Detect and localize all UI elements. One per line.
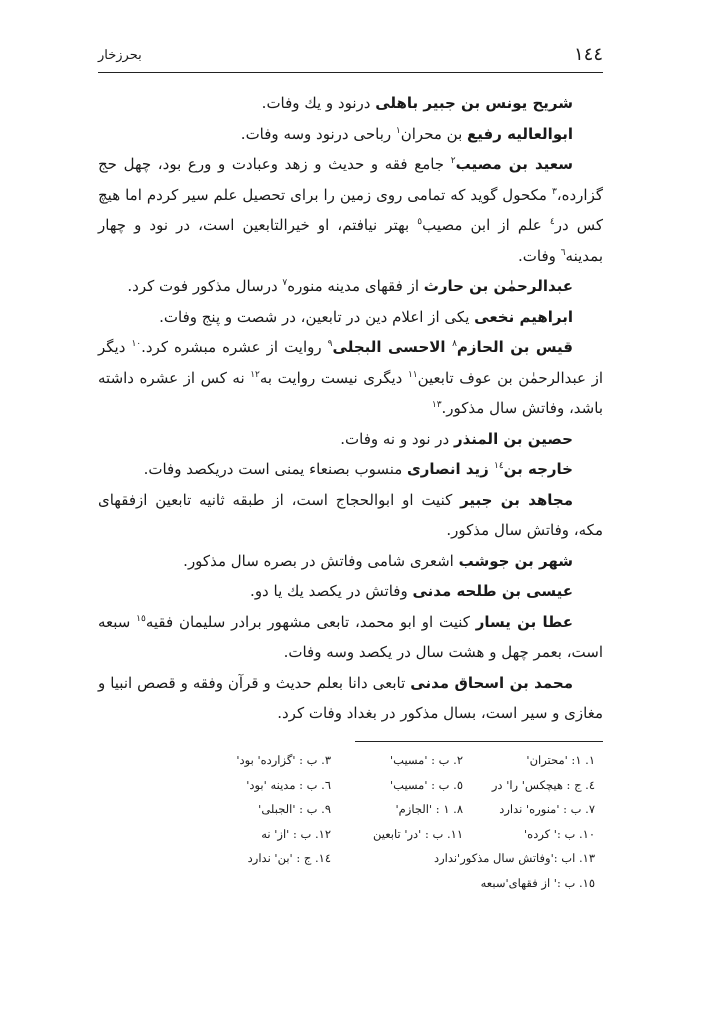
person-name-part: الاحسی البجلی: [332, 338, 453, 356]
person-name: ابوالعالیه رفیع: [467, 124, 573, 143]
footnote-ref: ١٥: [136, 613, 146, 624]
footnote-row: [180, 797, 595, 822]
footnote: ٣. ب : 'گزارده' بود': [236, 753, 331, 767]
footnote: ١٣. اب :'وفاتش سال مذکور'ندارد: [433, 851, 595, 865]
paragraph: سعید بن مصیب$^٢$ جامع فقه و حدیث و زهد وعبادت و ورع بود، چهل حج گزارده،$^٣$ مکحول گوید که تمامی روی زمین را برای تحصیل علم سیر کردم اما هیچ کس در$^٤$ علم از ابن مصیب$^٥$ بهتر نیافتم، او خیرالتابعین است، در نود و چهار بمدینه$^٦$ وفات.: [98, 155, 603, 265]
main-text: [98, 88, 603, 729]
footnote-row: [180, 846, 595, 871]
footnote-divider: [355, 741, 603, 742]
footnote: ٤. ج : هیچکس' را' در: [491, 777, 595, 792]
paragraph: عبدالرحمٰن بن حارث از فقهای مدینه منوره$^٧$ درسال مذکور فوت کرد.: [127, 277, 573, 295]
footnote-ref: ١٢: [250, 369, 260, 380]
running-title: بحرزخار: [98, 48, 142, 63]
paragraph: محمد بن اسحاق مدنی تابعی دانا بعلم حدیث و قرآن وفقه و قصص انبیا و مغازی و سیر است، بسال مذکور در بغداد وفات کرد.: [98, 673, 603, 722]
person-name: قیس بن الحازم: [456, 338, 574, 356]
paragraph: عیسی بن طلحه مدنی وفاتش در یکصد یك یا دو.: [250, 582, 573, 600]
footnote: ١١. ب : 'در' تابعین: [372, 826, 463, 841]
person-name: سعید بن مصیب: [455, 155, 573, 173]
person-name: عبدالرحمٰن بن حارث: [423, 277, 573, 295]
footnote-ref: ١: [395, 125, 401, 136]
footnote: ١٤. ج : 'بن' ندارد: [247, 851, 331, 865]
footnote-ref: ١٣: [431, 400, 442, 410]
footnote: ١٢. ب : 'از' نه: [261, 826, 331, 841]
paragraph: شریح یونس بن جبیر باهلی درنود و یك وفات.: [261, 94, 573, 112]
footnote-row: [180, 871, 595, 896]
paragraph: ابراهیم نخعی یکی از اعلام دین در تابعین، در شصت و پنج وفات.: [159, 307, 573, 326]
footnote: ٢. ب : 'مسیب': [389, 753, 463, 767]
paragraph: ابوالعالیه رفیع بن محران$^١$ رباحی درنود وسه وفات.: [240, 124, 573, 143]
footnote: ١٠. ب :' کرده': [524, 826, 595, 841]
paragraph: شهر بن جوشب اشعری شامی وفاتش در بصره سال مذکور.: [183, 551, 573, 570]
person-name-part: زید انصاری: [407, 460, 494, 478]
footnote-ref: ١١: [407, 369, 418, 380]
footnote: ٨. ١ : 'الجازم': [395, 802, 463, 816]
person-name: خارجه بن: [503, 460, 573, 478]
footnote-ref: ٩: [327, 339, 333, 349]
person-name: حصین بن المنذر: [453, 429, 573, 448]
footnote: ٥. ب : 'مسیب': [389, 777, 463, 792]
footnote-row: [180, 748, 595, 773]
footnotes: [180, 748, 595, 895]
page-header: [98, 42, 603, 73]
footnote-ref: ٧: [282, 278, 288, 288]
footnote-ref: ٨: [452, 339, 457, 349]
footnote: ٧. ب : 'منوره' ندارد: [499, 802, 595, 816]
paragraph: حصین بن المنذر در نود و نه وفات.: [340, 429, 573, 448]
footnote: ٩. ب : 'الجبلی': [258, 802, 331, 816]
footnote-ref: ٣: [551, 186, 557, 197]
person-name: شهر بن جوشب: [458, 551, 573, 570]
footnote: ١. ١: 'محتران': [526, 753, 595, 767]
footnote-ref: ١٠: [131, 339, 142, 349]
person-name: عطا بن یسار: [475, 612, 573, 631]
footnote: ٦. ب : مدینه 'بود': [246, 777, 331, 792]
footnote-ref: ٤: [549, 217, 555, 227]
footnote-row: [180, 822, 595, 847]
paragraph: مجاهد بن جبیر کنیت او ابوالحجاج است، از طبقه ثانیه تابعین ازفقهای مکه، وفاتش سال مذکور.: [98, 490, 603, 539]
page-number: ١٤٤: [573, 44, 603, 65]
person-name: ابراهیم نخعی: [474, 307, 573, 326]
person-name: محمد بن اسحاق مدنی: [410, 673, 573, 692]
footnote-ref: ٦: [560, 247, 566, 258]
footnote: ١٥. ب :' از فقهای'سبعه: [480, 875, 595, 890]
paragraph: عطا بن یسار کنیت او ابو محمد، تابعی مشهور برادر سلیمان فقیه$^{١٥}$ سبعه است، بعمر چهل و هشت سال در یکصد وسه وفات.: [98, 612, 603, 661]
footnote-row: [180, 773, 595, 798]
paragraph: خارجه بن$^{١٤}$ زید انصاری منسوب بصنعاء یمنی است دریکصد وفات.: [143, 460, 573, 478]
footnote-ref: ٢: [450, 156, 456, 166]
person-name: شریح یونس بن جبیر باهلی: [375, 94, 573, 112]
person-name: عیسی بن طلحه مدنی: [412, 582, 573, 600]
footnote-ref: ١٤: [493, 461, 504, 471]
paragraph: قیس بن الحازم$^٨$ الاحسی البجلی$^٩$ روایت از عشره مبشره کرد.$^{١٠}$ دیگر از عبدالرحمٰن بن عوف تابعین$^{١١}$ دیگری نیست روایت به$^{١٢}$ نه کس از عشره داشته باشد، وفاتش سال مذکور.$^{١٣}$: [98, 338, 603, 417]
person-name: مجاهد بن جبیر: [460, 490, 573, 509]
footnote-ref: ٥: [417, 217, 423, 227]
